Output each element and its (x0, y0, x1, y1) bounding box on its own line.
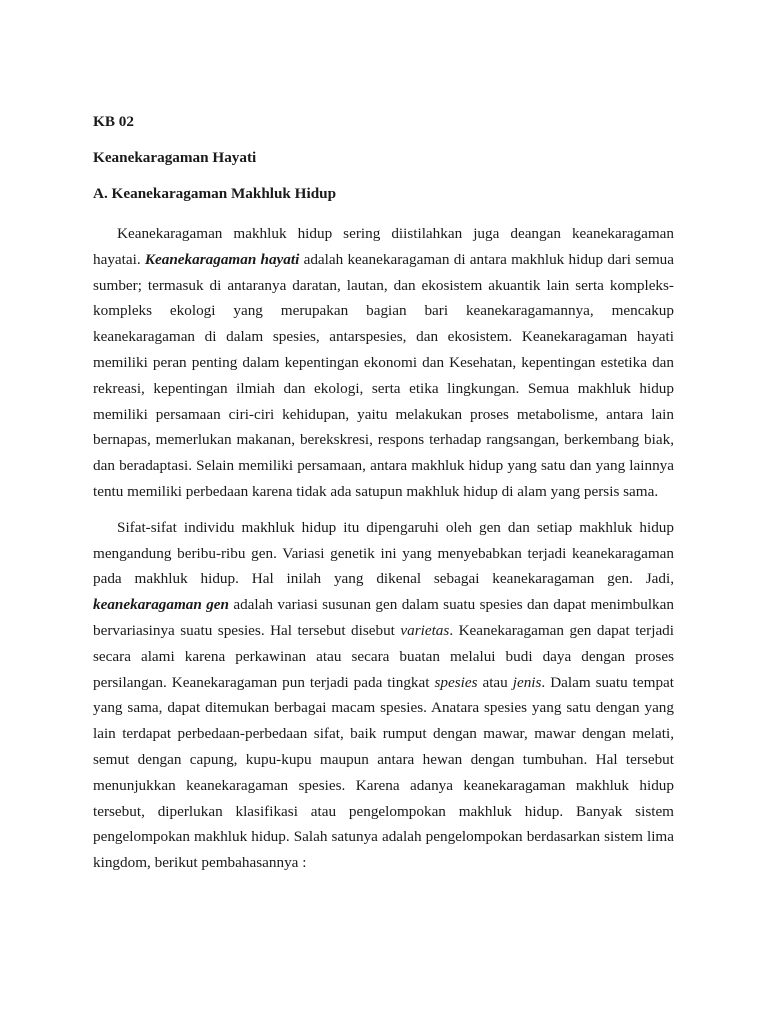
paragraph-2 (93, 515, 674, 876)
paragraph-1-text-b: adalah keanekaragaman di antara makhluk hidup dari semua sumber; termasuk di antaranya daratan, lautan, dan ekosistem akuantik lain serta kompleks-kompleks ekologi yang merupakan bagian bari keanekaragamannya, mencakup keanekaragaman di dalam spesies, antarspesies, dan ekosistem. Keanekaragaman hayati memiliki peran penting dalam kepentingan ekonomi dan Kesehatan, kepentingan estetika dan rekreasi, kepentingan ilmiah dan ekologi, serta etika lingkungan. Semua makhluk hidup memiliki persamaan ciri-ciri kehidupan, yaitu melakukan proses metabolisme, antara lain bernapas, memerlukan makanan, berekskresi, respons terhadap rangsangan, berkembang biak, dan beradaptasi. Selain memiliki persamaan, antara makhluk hidup yang satu dan yang lainnya tentu memiliki perbedaan karena tidak ada satupun makhluk hidup di alam yang persis sama. (93, 250, 674, 500)
document-title: Keanekaragaman Hayati (93, 149, 257, 166)
section-heading: A. Keanekaragaman Makhluk Hidup (93, 185, 337, 202)
term-keanekaragaman-hayati: Keanekaragaman hayati (144, 250, 300, 268)
term-spesies: spesies (434, 673, 478, 691)
paragraph-2-text-b: adalah variasi susunan gen dalam suatu spesies dan dapat menimbulkan bervariasinya suatu spesies. Hal tersebut disebut (93, 596, 674, 639)
document-page (93, 112, 674, 876)
term-keanekaragaman-gen: keanekaragaman gen (93, 596, 229, 614)
paragraph-2-text-e: . Dalam suatu tempat yang sama, dapat ditemukan berbagai macam spesies. Anatara spesies yang satu dengan yang lain terdapat perbedaan-perbedaan sifat, baik rumput dengan mawar, mawar dengan melati, semut dengan capung, kupu-kupu maupun antara hewan dengan tumbuhan. Hal tersebut menunjukkan keanekaragaman spesies. Karena adanya keanekaragaman makhluk hidup tersebut, diperlukan klasifikasi atau pengelompokan makhluk hidup. Banyak sistem pengelompokan makhluk hidup. Salah satunya adalah pengelompokan berdasarkan sistem lima kingdom, berikut pembahasannya : (93, 673, 674, 872)
kb-label: KB 02 (93, 113, 134, 130)
paragraph-2-text-c: . Keanekaragaman gen dapat terjadi secara alami karena perkawinan atau secara buatan melalui budi daya dengan proses persilangan. Keanekaragaman pun terjadi pada tingkat (93, 621, 674, 691)
paragraph-1 (93, 221, 674, 505)
term-jenis: jenis (512, 673, 542, 691)
paragraph-2-text-d: atau (477, 673, 513, 691)
term-varietas: varietas (400, 621, 450, 639)
paragraph-2-text-a: Sifat-sifat individu makhluk hidup itu dipengaruhi oleh gen dan setiap makhluk hidup mengandung beribu-ribu gen. Variasi genetik ini yang menyebabkan terjadi keanekaragaman pada makhluk hidup. Hal inilah yang dikenal sebagai keanekaragaman gen. Jadi, (93, 518, 674, 588)
paragraph-1-text-a: Keanekaragaman makhluk hidup sering diistilahkan juga deangan keanekaragaman hayatai. (93, 225, 674, 268)
